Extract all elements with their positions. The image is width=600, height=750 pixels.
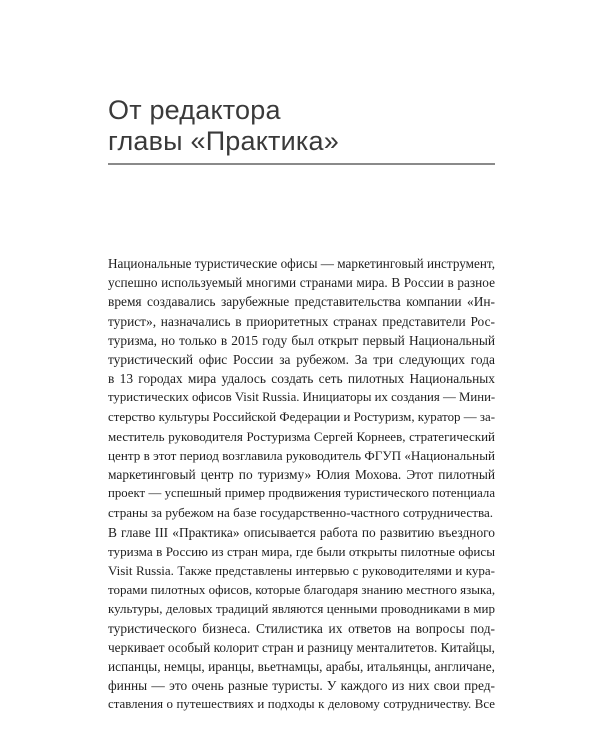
paragraph-1 bbox=[108, 254, 495, 523]
text-line: стерство культуры Российской Федерации и Ростуризм, куратор — за- bbox=[108, 409, 495, 424]
text-line: в 13 городах мира удалось создать сеть пилотных Национальных bbox=[108, 371, 495, 387]
text-line: маркетинговый центр по туризму» Юлия Мохова. Этот пилотный bbox=[108, 467, 495, 483]
paragraph-2 bbox=[108, 523, 495, 715]
text-line: Visit Russia. Также представлены интервью с руководителями и курa- bbox=[108, 563, 495, 578]
text-line: центр в этот период возглавила руководитель ФГУП «Национальный bbox=[108, 447, 495, 463]
text-line: страны за рубежом на базе государственно-частного сотрудничества. bbox=[108, 505, 494, 521]
page-title-line-1: От редактора bbox=[108, 95, 281, 125]
text-line: торами пилотных офисов, которые благодаря знанию местного языка, bbox=[108, 582, 496, 598]
title-divider bbox=[108, 163, 495, 165]
text-line: культуры, деловых традиций являются ценными проводниками в мир bbox=[108, 601, 495, 617]
body-text bbox=[108, 254, 495, 715]
text-line: туристического бизнеса. Стилистика их ответов на вопросы под- bbox=[108, 620, 495, 636]
text-line: проект — успешный пример продвижения туристического потенциала bbox=[108, 486, 495, 501]
text-line: испанцы, немцы, иранцы, вьетнамцы, арабы, итальянцы, англичане, bbox=[108, 658, 495, 674]
text-line: туристический офис России за рубежом. За три следующих года bbox=[108, 351, 495, 367]
text-line: турист», назначались в приоритетных странах представители Рос- bbox=[108, 313, 495, 329]
text-line: туризма, но только в 2015 году был открыт первый Национальный bbox=[108, 332, 495, 348]
text-line: В главе III «Практика» описывается работа по развитию въездного bbox=[108, 524, 495, 540]
text-line: меститель руководителя Ростуризма Сергей Корнеев, стратегический bbox=[108, 428, 495, 444]
text-line: Национальные туристические офисы — маркетинговый инструмент, bbox=[108, 256, 495, 271]
text-line: финны — это очень разные туристы. У каждого из них свои пред- bbox=[108, 678, 495, 694]
page-title-line-2: главы «Практика» bbox=[108, 126, 339, 156]
page-title bbox=[108, 95, 339, 157]
text-line: ставления о путешествиях и подходы к деловому сотрудничеству. Все bbox=[108, 697, 495, 712]
text-line: туризма в Россию из стран мира, где были открыты пилотные офисы bbox=[108, 543, 495, 559]
text-line: успешно используемый многими странами мира. В России в разное bbox=[108, 275, 495, 291]
text-line: туристических офисов Visit Russia. Инициаторы их создания — Мини- bbox=[108, 390, 496, 405]
text-line: время создавались зарубежные представительства компании «Ин- bbox=[108, 294, 495, 310]
text-line: черкивает особый колорит стран и разницу менталитетов. Китайцы, bbox=[108, 639, 495, 655]
